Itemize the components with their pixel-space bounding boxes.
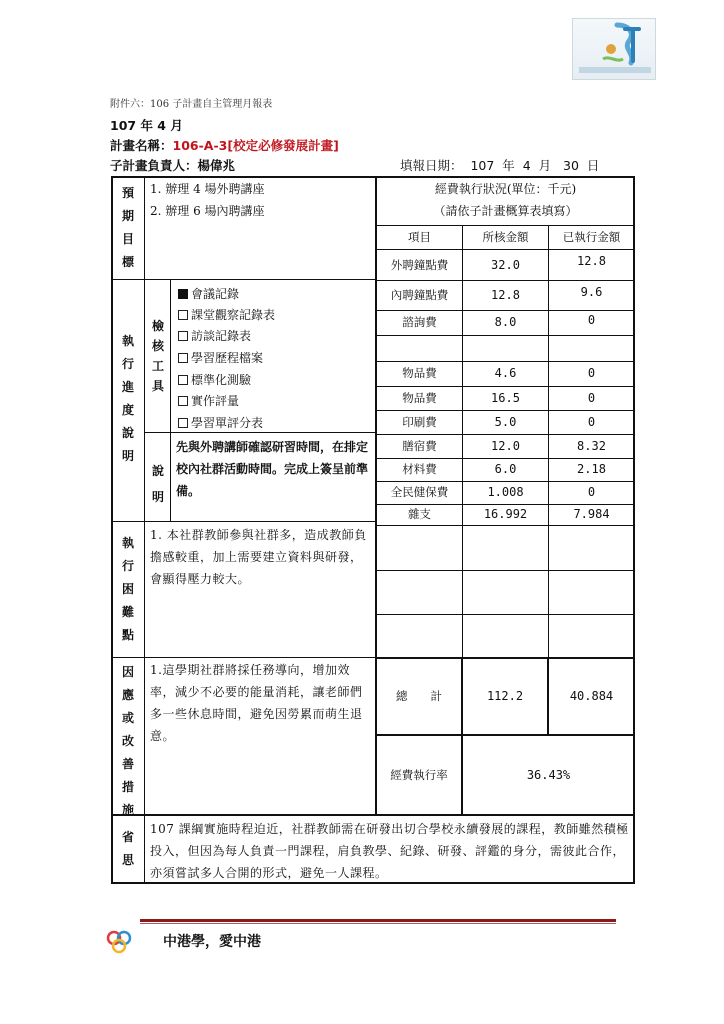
label-improve: 因應或改善措施 <box>121 665 134 817</box>
footer-rule <box>140 919 616 922</box>
checkbox-icon <box>178 418 188 428</box>
execution-rate-value: 36.43% <box>526 768 571 782</box>
budget-row-spent: 0 <box>587 366 596 380</box>
budget-row-approved: 8.0 <box>494 315 517 329</box>
budget-row-approved: 6.0 <box>494 462 517 476</box>
budget-row-item: 物品費 <box>402 366 437 380</box>
budget-row-item: 內聘鐘點費 <box>390 288 449 302</box>
label-difficulty: 執行困難點 <box>121 536 134 642</box>
divider <box>377 570 634 571</box>
col-header-item: 項目 <box>408 230 431 244</box>
tool-performance-assessment: 實作評量 <box>178 390 239 412</box>
footer-rule <box>140 923 616 924</box>
budget-row-item: 諮詢費 <box>402 315 437 329</box>
tool-standard-test: 標準化測驗 <box>178 369 251 391</box>
budget-row-spent: 0 <box>587 313 596 327</box>
tool-portfolio: 學習歷程檔案 <box>178 347 263 369</box>
budget-row-spent: 2.18 <box>577 462 606 476</box>
divider <box>112 657 376 658</box>
budget-row-item: 物品費 <box>402 391 437 405</box>
divider <box>112 279 376 280</box>
divider <box>112 521 376 522</box>
report-month: 107 年 4 月 <box>110 118 183 133</box>
plan-name-value: 106-A-3[校定必修發展計畫] <box>172 138 339 153</box>
budget-row-spent: 0 <box>587 485 596 499</box>
budget-row-item: 全民健保費 <box>390 485 449 499</box>
label-reflection: 省思 <box>121 830 134 867</box>
school-logo <box>572 18 656 80</box>
divider <box>377 734 634 736</box>
budget-row-item: 外聘鐘點費 <box>390 258 449 272</box>
footer-slogan: 中港學，愛中港 <box>163 934 261 950</box>
budget-row-spent: 9.6 <box>580 285 603 299</box>
budget-row-item: 材料費 <box>402 462 437 476</box>
budget-row-approved: 12.0 <box>491 439 520 453</box>
divider <box>144 177 145 883</box>
budget-row-spent: 12.8 <box>577 254 606 268</box>
checkbox-icon <box>178 310 188 320</box>
plan-name-label: 計畫名稱： <box>110 138 173 153</box>
budget-row-approved: 32.0 <box>491 258 520 272</box>
plan-name <box>110 136 339 154</box>
checkbox-icon <box>178 375 188 385</box>
col-header-spent: 已執行金額 <box>562 230 621 244</box>
divider <box>377 614 634 615</box>
tool-worksheet-rubric: 學習單評分表 <box>178 412 263 434</box>
budget-row-spent: 8.32 <box>577 439 606 453</box>
checkbox-icon <box>178 396 188 406</box>
budget-row-approved: 16.992 <box>483 507 528 521</box>
col-header-approved: 所核金額 <box>482 230 529 244</box>
reflection-text: 107 課綱實施時程迫近，社群教師需在研發出切合學校永續發展的課程，教師雖然積極投入，但因為每人負責一門課程，肩負教學、紀錄、研發、評鑑的身分，需彼此合作，亦須嘗試多人合開的形式，避免一人課程。 <box>150 822 629 880</box>
budget-row-approved: 1.008 <box>487 485 524 499</box>
budget-row-item: 雜支 <box>408 507 431 521</box>
budget-row-approved: 16.5 <box>491 391 520 405</box>
budget-row-spent: 7.984 <box>573 507 610 521</box>
progress-explain: 先與外聘講師確認研習時間，在排定校內社群活動時間。完成上簽呈前準備。 <box>176 440 369 498</box>
budget-title: 經費執行狀況(單位：千元) <box>434 182 577 196</box>
school-mark-icon <box>104 926 134 956</box>
divider <box>112 814 634 816</box>
divider <box>170 280 171 521</box>
tool-meeting-record: 會議記錄 <box>178 283 239 305</box>
budget-row-approved: 12.8 <box>491 288 520 302</box>
divider <box>377 335 634 336</box>
budget-row-approved: 4.6 <box>494 366 517 380</box>
label-progress: 執行進度說明 <box>121 334 134 463</box>
budget-row-approved: 5.0 <box>494 415 517 429</box>
budget-row-spent: 0 <box>587 415 596 429</box>
checkbox-icon <box>178 331 188 341</box>
tool-interview-record: 訪談記錄表 <box>178 325 251 347</box>
budget-row-item: 膳宿費 <box>402 439 437 453</box>
label-explain: 說明 <box>151 464 164 504</box>
label-tools: 檢核工具 <box>151 319 164 393</box>
annex-label: 附件六：106 子計畫自主管理月報表 <box>110 99 273 110</box>
total-spent: 40.884 <box>569 689 614 703</box>
plan-owner: 子計畫負責人：楊偉兆 <box>110 158 236 173</box>
total-label: 總 計 <box>396 689 442 703</box>
budget-subtitle: （請依子計畫概算表填寫） <box>433 204 578 218</box>
fill-date: 填報日期： 107 年 4 月 30 日 <box>400 158 600 173</box>
budget-row-spent: 0 <box>587 391 596 405</box>
improve-text: 1.這學期社群將採任務導向，增加效率，減少不必要的能量消耗，讓老師們多一些休息時間，避免因勞累而萌生退意。 <box>150 663 363 743</box>
checkbox-icon <box>178 353 188 363</box>
difficulty-text: 1. 本社群教師參與社群多，造成教師負擔感較重，加上需要建立資料與研發，會顯得壓力較大。 <box>150 528 367 586</box>
checkbox-checked-icon <box>178 289 188 299</box>
tool-class-observation: 課堂觀察記錄表 <box>178 304 275 326</box>
goal-item: 2. 辦理 6 場內聘講座 <box>150 204 265 218</box>
label-goals: 預期目標 <box>121 186 134 269</box>
budget-row-item: 印刷費 <box>402 415 437 429</box>
divider <box>377 657 634 659</box>
execution-rate-label: 經費執行率 <box>390 768 448 782</box>
total-approved: 112.2 <box>486 689 524 703</box>
goal-item: 1. 辦理 4 場外聘講座 <box>150 182 265 196</box>
